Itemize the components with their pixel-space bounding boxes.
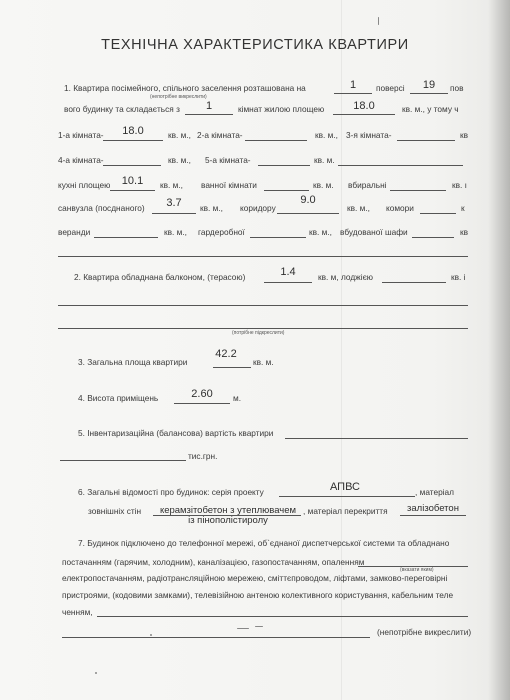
s1-kitchen-value: 10.1 [121,175,144,187]
s1-sanuzel-value: 3.7 [166,197,182,209]
s1-living-area-value: 18.0 [353,100,375,112]
s1-living-area-label: кв. м., у тому ч [402,104,459,114]
s6-text: 6. Загальні відомості про будинок: серія проекту [78,487,264,497]
s1-builtin-edge: кв [460,227,469,237]
s7-line4: пристроями, (кодовими замками), телевізійною антеною колективного користування, кабельним теле [62,590,454,600]
s6-floors-material-line [400,515,466,516]
scan-speck [378,17,379,25]
s4-line [174,403,230,404]
scan-speck [237,628,249,629]
s1-bathroom-unit: кв. м. [313,180,334,190]
s1-room5-unit: кв. м. [314,155,335,165]
s1-line1-text: 1. Квартира посімейного, спільного заселення розташована на [64,83,306,93]
s1-pantry-line [420,213,456,214]
s1-kitchen-label: кухні площею [58,180,111,190]
s4-unit: м. [233,393,242,403]
s1-veranda-line [94,237,158,238]
s1-extra-line [58,256,468,257]
s1-floors-suffix: пов [450,83,464,93]
s1-room1-value: 18.0 [122,125,144,137]
s1-pantry-label: комори [386,203,414,213]
s1-sanuzel-label: санвузла (посднаного) [58,203,145,213]
s3-value: 42.2 [215,348,237,360]
s7-line3: електропостачанням, радіотрансляційною мережею, сміттєпроводом, ліфтами, замково-переговірні [62,573,448,583]
s1-corridor-label: коридору [240,203,276,213]
s1-room5-line [258,165,310,166]
s3-unit: кв. м. [253,357,274,367]
s1-room1-line [103,140,163,141]
s1-rooms-line [185,114,233,115]
s2-balcony-line [264,282,312,283]
s1-corridor-value: 9.0 [300,194,316,206]
s1-sanuzel-unit: кв. м., [200,203,223,213]
s5-line-b [60,460,186,461]
s1-rooms-value: 1 [205,100,213,112]
s1-toilet-edge: кв. ı [452,180,467,190]
s1-builtin-label: вбудованої шафи [340,227,408,237]
s1-veranda-unit: кв. м., [164,227,187,237]
s3-line [213,367,251,368]
s1-rooms-label: кімнат жилою площею [238,104,325,114]
s2-loggia-line [382,282,446,283]
s2-hint: (потрібне підкреслити) [232,330,285,336]
s6-series-value: АПВС [329,481,361,493]
s6-floors-material-value: залізобетон [407,503,459,514]
s5-line-a [285,438,468,439]
s1-room4-label: 4-а кімната- [58,155,104,165]
s1-veranda-label: веранди [58,227,91,237]
s6-material-label: , матеріал [415,487,454,497]
s1-room5-label: 5-а кімната- [205,155,251,165]
s7-line1: 7. Будинок підключено до телефонної мережі, об`єднаної диспетчерської системи та обладнано [78,538,450,548]
s7-line2: постачанням (гарячим, холодним), каналізацією, газопостачанням, опаленням [62,557,365,567]
s1-sanuzel-line [152,213,196,214]
s1-pantry-edge: к [461,203,465,213]
s2-mid: кв. м, лоджією [318,272,374,282]
s1-room3-label: 3-я кімната- [346,130,392,140]
s2-text: 2. Квартира обладнана балконом, (терасою) [74,272,246,282]
s6-walls-value-line1: керамзітобетон з утеплювачем [159,505,297,516]
s1-floors-line [410,93,448,94]
s1-room4-line [103,165,161,166]
s1-toilet-label: вбиральні [348,180,387,190]
s1-builtin-line [412,237,454,238]
s1-wardrobe-unit: кв. м., [309,227,332,237]
s1-corridor-unit: кв. м., [347,203,370,213]
s1-room3-edge: кв [460,130,469,140]
s2-edge: кв. і [451,272,466,282]
s1-room2-line [245,140,307,141]
s1-floors-value: 19 [422,79,436,91]
s4-value: 2.60 [191,388,213,400]
s1-room1-label: 1-а кімната- [58,130,104,140]
scan-speck [95,672,97,674]
s6-walls-label: зовнішніх стін [88,506,142,516]
s1-room3-line [397,140,455,141]
s7-hint-specify: (вказати яким) [400,567,434,573]
s2-balcony-value: 1.4 [280,266,296,278]
s1-room5-extra-line [338,165,463,166]
s6-series-line [279,496,415,497]
s6-floors-material-label: , матеріал перекриття [303,506,388,516]
s1-floor-label: поверсі [376,83,405,93]
s1-bathroom-label: ванної кімнати [201,180,257,190]
s1-room1-unit: кв. м., [168,130,191,140]
s5-unit: тис.грн. [188,451,218,461]
s1-wardrobe-line [250,237,306,238]
s2-line-b [58,328,468,329]
s7-footer-rule [62,637,370,638]
s1-wardrobe-label: гардеробної [198,227,245,237]
s1-room4-unit: кв. м., [168,155,191,165]
s1-bathroom-line [264,190,309,191]
s4-text: 4. Висота приміщень [78,393,159,403]
s1-living-area-line [333,114,395,115]
s7-footer-hint: (непотрібне викреслити) [377,627,472,637]
s1-corridor-line [277,213,339,214]
s6-walls-value-line2: із пінополістиролу [188,515,268,526]
document-title: ТЕХНІЧНА ХАРАКТЕРИСТИКА КВАРТИРИ [101,37,409,53]
s1-floor-line [334,93,372,94]
s1-kitchen-line [110,190,155,191]
scan-speck [150,634,152,636]
s1-kitchen-unit: кв. м., [160,180,183,190]
s1-floor-value: 1 [349,79,357,91]
s2-line-a [58,305,468,306]
s1-room2-unit: кв. м., [315,130,338,140]
scan-edge-shadow [488,0,510,700]
s5-text: 5. Інвентаризаційна (балансова) вартість квартири [78,428,274,438]
s1-hint-strike: (непотрібне викреслити) [150,94,207,100]
s1-room2-label: 2-а кімната- [197,130,243,140]
s1-toilet-line [390,190,446,191]
s7-line5-rule [97,616,468,617]
s7-line5: ченням, [62,607,93,617]
s1-line2-prefix: вого будинку та складається з [64,104,180,114]
scan-speck [255,626,263,627]
s3-text: 3. Загальна площа квартири [78,357,188,367]
